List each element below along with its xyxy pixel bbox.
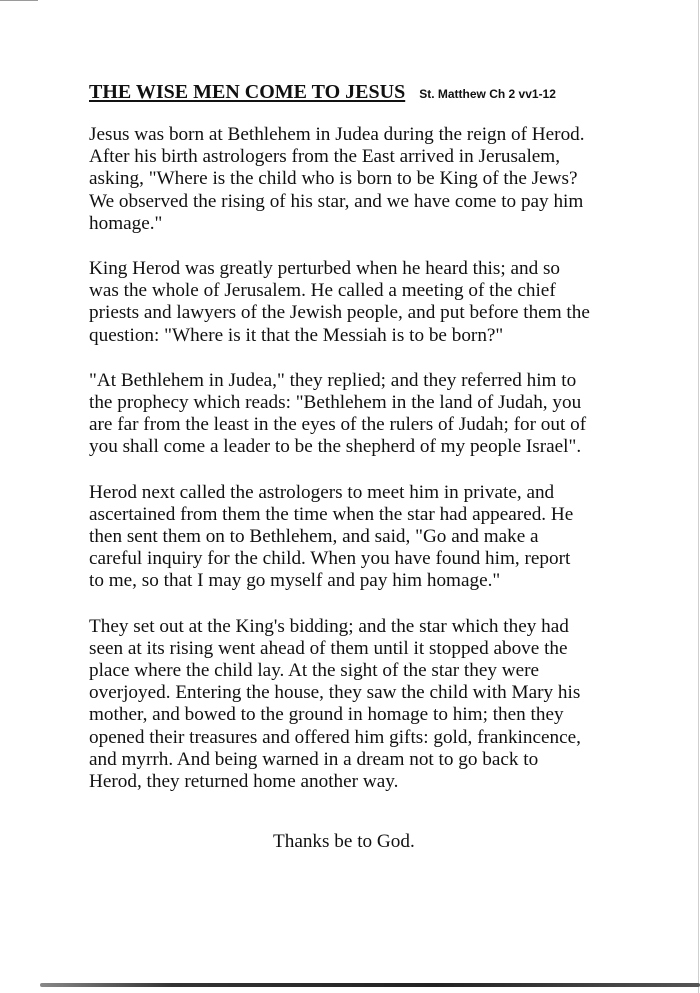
paragraph-gifts	[89, 616, 689, 794]
text-line: careful inquiry for the child. When you have found him, report	[89, 548, 571, 570]
text-line: then sent them on to Bethlehem, and said, "Go and make a	[89, 526, 539, 548]
text-line: "At Bethlehem in Judea," they replied; and they referred him to	[89, 369, 577, 391]
text-line: seen at its rising went ahead of them until it stopped above the	[89, 637, 568, 659]
text-line: asking, "Where is the child who is born to be King of the Jews?	[89, 168, 578, 190]
text-line: We observed the rising of his star, and we have come to pay him	[89, 190, 584, 212]
paragraph-herod-perturbed	[89, 258, 689, 347]
scripture-reference: St. Matthew Ch 2 vv1-12	[419, 87, 556, 101]
text-line: They set out at the King's bidding; and the star which they had	[89, 615, 569, 637]
text-line: question: "Where is it that the Messiah is to be born?"	[89, 324, 504, 346]
text-line: homage."	[89, 212, 163, 234]
paragraph-birth	[89, 124, 689, 235]
scan-mark-top	[0, 0, 38, 1]
document-heading	[89, 74, 689, 107]
document-body	[89, 74, 689, 853]
text-line: Jesus was born at Bethlehem in Judea during the reign of Herod.	[89, 124, 585, 145]
closing-line: Thanks be to God.	[273, 831, 415, 853]
text-line: priests and lawyers of the Jewish people, and put before them the	[89, 302, 590, 324]
text-line: King Herod was greatly perturbed when he heard this; and so	[89, 258, 561, 280]
scan-edge-bottom	[40, 983, 700, 987]
text-line: After his birth astrologers from the East arrived in Jerusalem,	[89, 146, 561, 168]
text-line: overjoyed. Entering the house, they saw the child with Mary his	[89, 682, 581, 704]
paragraph-herod-sends	[89, 482, 689, 593]
text-line: are far from the least in the eyes of the rulers of Judah; for out of	[89, 414, 587, 436]
text-line: to me, so that I may go myself and pay him homage."	[89, 570, 501, 592]
text-line: the prophecy which reads: "Bethlehem in the land of Judah, you	[89, 392, 582, 414]
document-title: THE WISE MEN COME TO JESUS	[89, 81, 406, 103]
text-line: and myrrh. And being warned in a dream not to go back to	[89, 748, 539, 770]
text-line: place where the child lay. At the sight of the star they were	[89, 660, 540, 682]
text-line: ascertained from them the time when the star had appeared. He	[89, 503, 574, 525]
text-line: Herod next called the astrologers to meet him in private, and	[89, 481, 555, 503]
paragraph-prophecy	[89, 370, 689, 459]
text-line: Herod, they returned home another way.	[89, 771, 399, 793]
text-line: mother, and bowed to the ground in homage to him; then they	[89, 704, 564, 726]
text-line: you shall come a leader to be the shepherd of my people Israel".	[89, 436, 582, 458]
scan-edge-right	[698, 0, 699, 993]
text-line: was the whole of Jerusalem. He called a meeting of the chief	[89, 280, 556, 302]
text-line: opened their treasures and offered him gifts: gold, frankincence,	[89, 726, 581, 748]
